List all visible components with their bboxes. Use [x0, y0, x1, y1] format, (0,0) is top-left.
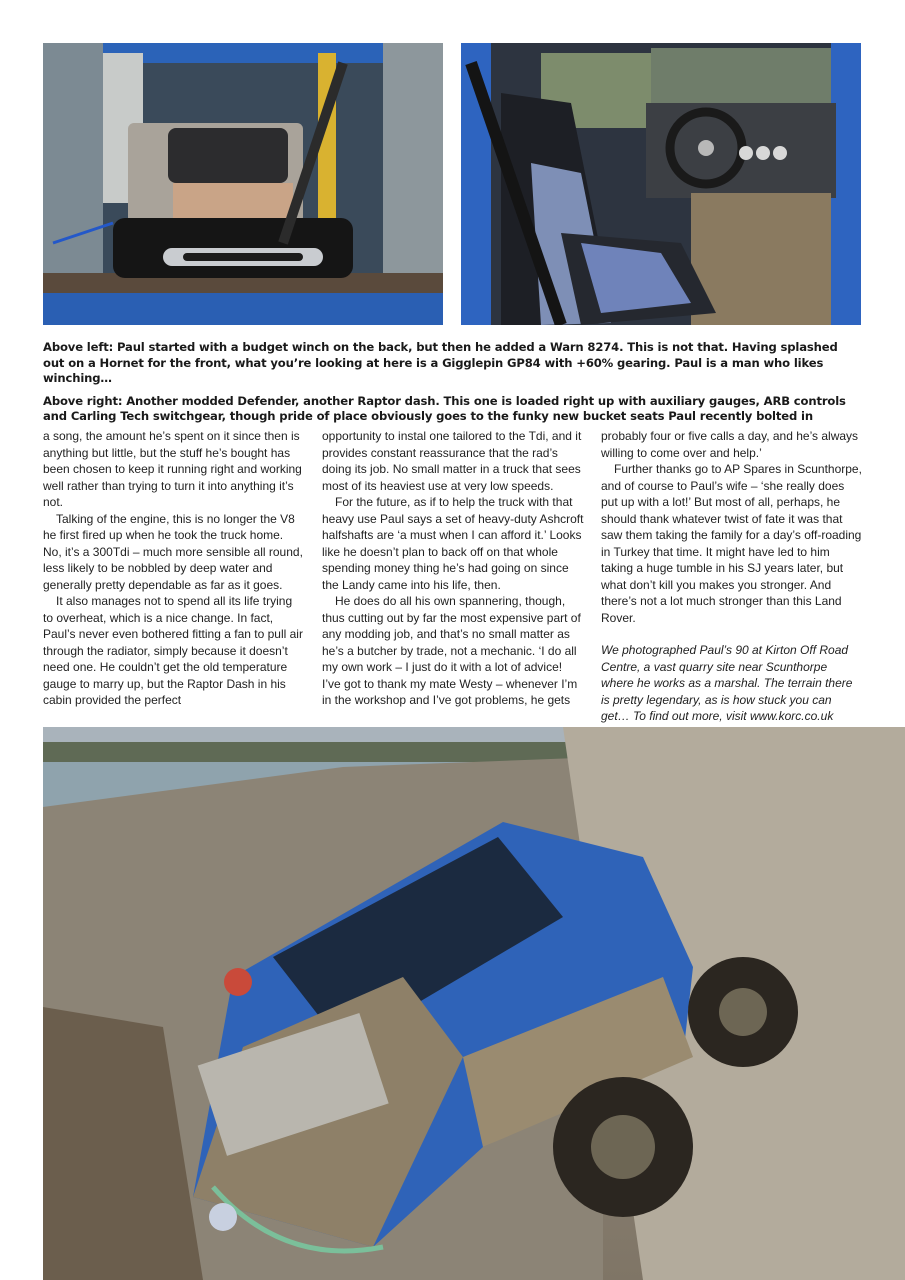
caption-above-left: Above left: Paul started with a budget winch on the back, but then he added a Warn 8274. This is not that. Having splashed out on a Hornet for the front, what you’re looking at here is a Gigglepin GP84 with +60% gearing. Paul is a man who likes winching… [43, 340, 838, 385]
paragraph: a song, the amount he’s spent on it since then is anything but little, but the stuff he’s bought has been chosen to keep it running right and working well rather than trying to turn it into anything it’s not. [43, 429, 302, 509]
paragraph: Further thanks go to AP Spares in Scunthorpe, and of course to Paul’s wife – ‘she really does put up with a lot!’ But most of all, perhaps, he should thank whatever twist of fate it was that saw them taking the family for a day’s off-roading in Turkey that time. It might have led to him taking a huge tumble in his SJ years later, but what don’t kill you makes you stronger. And there’s not a lot much stronger than this Land Rover. [601, 462, 862, 625]
article-body [43, 428, 862, 723]
paragraph: opportunity to instal one tailored to the Tdi, and it provides constant reassurance that the rad’s doing its job. No small matter in a truck that sees most of its heaviest use at very low speeds. [322, 429, 582, 493]
caption-above-right: Above right: Another modded Defender, another Raptor dash. This one is loaded right up with auxiliary gauges, ARB controls and Carling Tech switchgear, though pride of place obviously goes to the funky new bucket seats Paul recently bolted in [43, 393, 846, 423]
interior-photo [461, 43, 861, 325]
paragraph: It also manages not to spend all its life trying to overheat, which is a nice change. In fact, Paul’s never even bothered fitting a fan to pull air through the radiator, simply because it doesn’t need one. He couldn’t get the old temperature gauge to marry up, but the Raptor Dash in his cabin provided the perfect [43, 594, 303, 707]
column-3 [601, 428, 863, 725]
paragraph: He does do all his own spannering, though, thus cutting out by far the most expensive part of any modding job, and that’s no small matter as he’s a butcher by trade, not a mechanic. ‘I do all my own work – I just do it with a lot of advice! I’ve got to thank my mate Westy – whenever I’m in the workshop and I’ve got problems, he gets [322, 594, 581, 707]
winch-photo [43, 43, 443, 325]
truck-photo [43, 727, 905, 1280]
photo-credit-note: We photographed Paul’s 90 at Kirton Off Road Centre, a vast quarry site near Scunthorpe where he works as a marshal. The terrain there is pretty legendary, as is how stuck you can get… To find out more, visit www.korc.co.uk [601, 643, 853, 723]
paragraph: probably four or five calls a day, and he’s always willing to come over and help.’ [601, 429, 859, 460]
interior-photo-graphic [461, 43, 861, 325]
column-2 [322, 428, 584, 709]
paragraph: For the future, as if to help the truck with that heavy use Paul says a set of heavy-duty Ashcroft halfshafts are ‘a must when I can afford it.’ Looks like he doesn’t plan to back off on that whole spending money thing he’s had going on since the Landy came into his life, then. [322, 495, 584, 592]
truck-photo-graphic [43, 727, 905, 1280]
column-1 [43, 428, 305, 709]
paragraph: Talking of the engine, this is no longer the V8 he first fired up when he took the truck home. No, it’s a 300Tdi – much more sensible all round, less likely to be nobbled by deep water and generally pretty dependable as far as it goes. [43, 511, 303, 592]
photo-captions [43, 340, 861, 432]
winch-photo-graphic [43, 43, 443, 325]
